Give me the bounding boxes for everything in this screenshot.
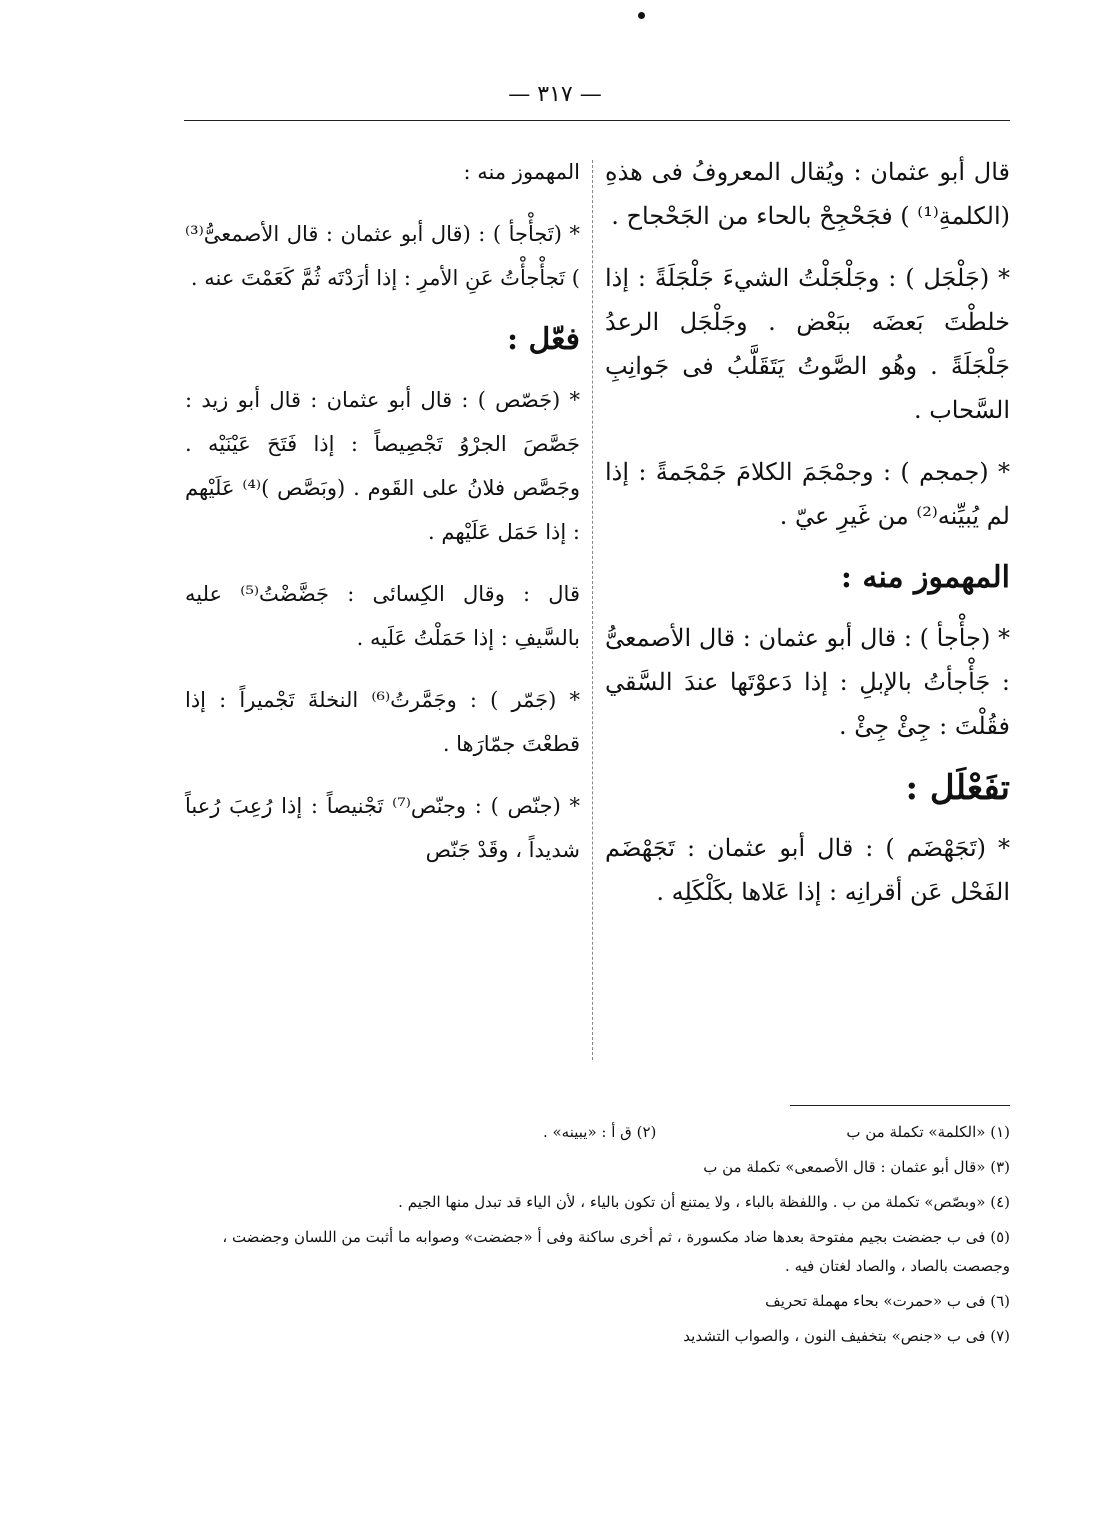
header-rule bbox=[184, 120, 1010, 121]
footnote-row-1-2 bbox=[185, 1118, 1010, 1147]
page-ink-dot bbox=[638, 12, 645, 19]
left-heading-faal: فعّل : bbox=[506, 322, 580, 357]
right-column bbox=[605, 150, 1010, 932]
right-paragraph-5: * (تَجَهْضَم ) : قال أبو عثمان : تَجَهْضَم الفَحْل عَن أقرانِه : إذا عَلاها بكَلْكَلِه . bbox=[605, 834, 1010, 906]
footnote-7: (٧) فى ب «جنص» بتخفيف النون ، والصواب التشديد bbox=[683, 1327, 1010, 1345]
right-heading-tafalal: تفَعْلَل : bbox=[905, 768, 1010, 808]
footnote-1: (١) «الكلمة» تكملة من ب bbox=[846, 1123, 1010, 1141]
right-paragraph-1: قال أبو عثمان : ويُقال المعروفُ فى هذهِ (الكلمةِ⁽¹⁾ ) فجَحْجِحْ بالحاء من الجَحْجاح . bbox=[605, 158, 1010, 230]
right-paragraph-4: * (جأْجأ ) : قال أبو عثمان : قال الأصمعىُّ : جَأْجأتُ بالإبلِ : إذا دَعوْتَها عندَ السَّقي فقُلْتَ : جِئْ جِئْ . bbox=[605, 624, 1010, 740]
left-heading-hamzated: المهموز منه : bbox=[463, 160, 580, 184]
footnote-5: (٥) فى ب جضضت بجيم مفتوحة بعدها ضاد مكسورة ، ثم أخرى ساكنة وفى أ «جضضت» وصوابه ما أثبت من اللسان وجضضت ، وجصصت بالصاد ، والصاد لغتان فيه . bbox=[222, 1228, 1010, 1275]
footnote-3: (٣) «قال أبو عثمان : قال الأصمعى» تكملة من ب bbox=[703, 1158, 1010, 1176]
left-paragraph-3: قال : وقال الكِسائى : جَضَّضْتُ⁽⁵⁾ عليه بالسَّيفِ : إذا حَمَلْتُ عَلَيه . bbox=[185, 582, 580, 650]
left-paragraph-2: * (جَصّص ) : قال أبو عثمان : قال أبو زيد : جَصَّصَ الجرْوُ تَجْصِيصاً : إذا فَتَحَ عَيْنَيْه . وجَصَّص فلانُ على القَوم . (وبَصَّص )⁽⁴⁾ عَلَيْهم : إذا حَمَل عَلَيْهم . bbox=[185, 388, 580, 544]
left-paragraph-5: * (جنّص ) : وجنّص⁽⁷⁾ تَجْنيصاً : إذا رُعِبَ رُعباً شديداً ، وقَدْ جَنّص bbox=[185, 794, 580, 862]
footnote-2: (٢) ق أ : «يبينه» . bbox=[542, 1123, 657, 1141]
footnote-6: (٦) فى ب «حمرت» بحاء مهملة تحريف bbox=[765, 1292, 1010, 1310]
left-column bbox=[185, 150, 580, 890]
column-divider bbox=[592, 160, 593, 1060]
left-paragraph-1: * (تَجأْجأ ) : (قال أبو عثمان : قال الأصمعىُّ⁽³⁾ ) تَجأْجأْتُ عَنِ الأمرِ : إذا أرَدْتَه ثُمَّ كَعَمْتَ عنه . bbox=[185, 222, 580, 290]
right-paragraph-3: * (جمجم ) : وجمْجَمَ الكلامَ جَمْجَمةً : إذا لم يُبيِّنه⁽²⁾ من غَيرِ عيّ . bbox=[605, 458, 1010, 530]
left-paragraph-4: * (جَمّر ) : وجَمَّرتُ⁽⁶⁾ النخلةَ تَجْميراً : إذا قطعْتَ جمّارَها . bbox=[185, 688, 580, 756]
footnotes bbox=[185, 1118, 1010, 1357]
page-number: — ٣١٧ — bbox=[508, 82, 602, 107]
right-heading-hamzated: المهموز منه : bbox=[840, 560, 1010, 595]
footnote-rule bbox=[790, 1105, 1010, 1106]
footnote-4: (٤) «وبصّص» تكملة من ب . واللفظة بالباء ، ولا يمتنع أن تكون بالياء ، لأن الياء قد تبدل منها الجيم . bbox=[398, 1193, 1010, 1211]
right-paragraph-2: * (جَلْجَل ) : وجَلْجَلْتُ الشيءَ جَلْجَلَةً : إذا خلطْتَ بَعضَه ببَعْض . وجَلْجَل الرعدُ جَلْجَلَةً . وهُو الصَّوتُ يَتَقَلَّبُ فى جَوانِبِ السَّحاب . bbox=[605, 264, 1010, 424]
